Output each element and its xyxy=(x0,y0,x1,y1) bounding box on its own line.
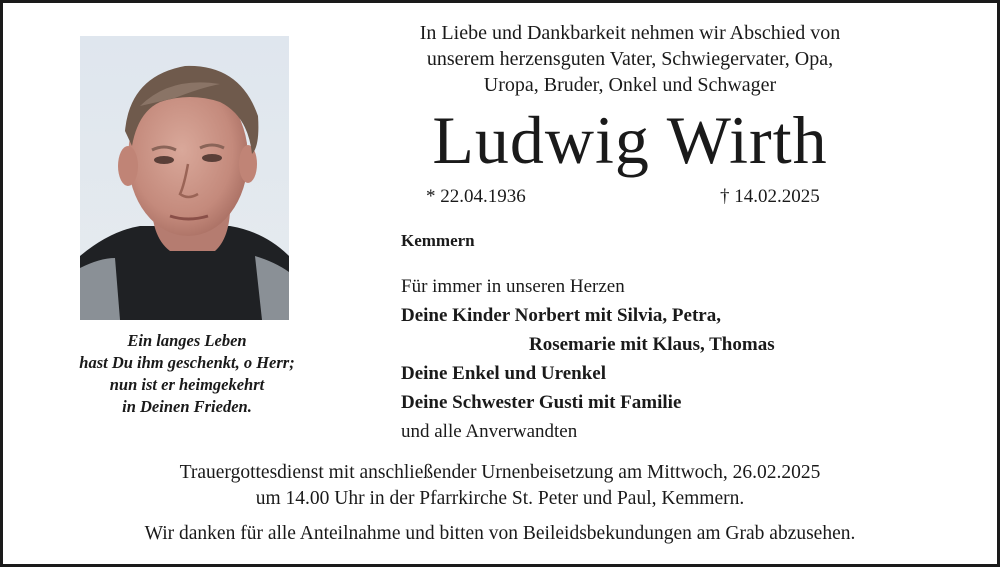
family-list xyxy=(401,272,775,446)
portrait-photo xyxy=(80,36,289,320)
verse xyxy=(52,330,322,418)
intro-line: In Liebe und Dankbarkeit nehmen wir Abschied von xyxy=(419,22,841,44)
family-relatives: und alle Anverwandten xyxy=(401,421,578,442)
thanks-text: Wir danken für alle Anteilnahme und bitten von Beileidsbekundungen am Grab abzusehen. xyxy=(144,523,856,544)
family-grandchildren: Deine Enkel und Urenkel xyxy=(401,363,606,384)
deceased-name: Ludwig Wirth xyxy=(432,102,828,178)
intro-line: Uropa, Bruder, Onkel und Schwager xyxy=(483,74,777,96)
service-line: um 14.00 Uhr in der Pfarrkirche St. Peter und Paul, Kemmern. xyxy=(255,488,745,509)
family-children-line: Deine Kinder Norbert mit Silvia, Petra, xyxy=(401,305,721,326)
service-line: Trauergottesdienst mit anschließender Urnenbeisetzung am Mittwoch, 26.02.2025 xyxy=(179,462,821,483)
death-date: † 14.02.2025 xyxy=(720,186,820,207)
portrait-illustration xyxy=(80,36,289,320)
birth-date: * 22.04.1936 xyxy=(426,186,526,207)
service-info xyxy=(40,460,960,512)
intro-line: unserem herzensguten Vater, Schwiegervater, Opa, xyxy=(426,48,834,70)
verse-line: Ein langes Leben xyxy=(127,331,247,350)
verse-line: in Deinen Frieden. xyxy=(122,397,252,416)
family-sister: Deine Schwester Gusti mit Familie xyxy=(401,392,682,413)
family-children-line: Rosemarie mit Klaus, Thomas xyxy=(529,334,775,355)
intro-text xyxy=(345,20,915,98)
verse-line: hast Du ihm geschenkt, o Herr; xyxy=(79,353,295,372)
verse-line: nun ist er heimgekehrt xyxy=(109,375,265,394)
family-heading: Für immer in unseren Herzen xyxy=(401,276,625,297)
place-name: Kemmern xyxy=(401,231,475,250)
